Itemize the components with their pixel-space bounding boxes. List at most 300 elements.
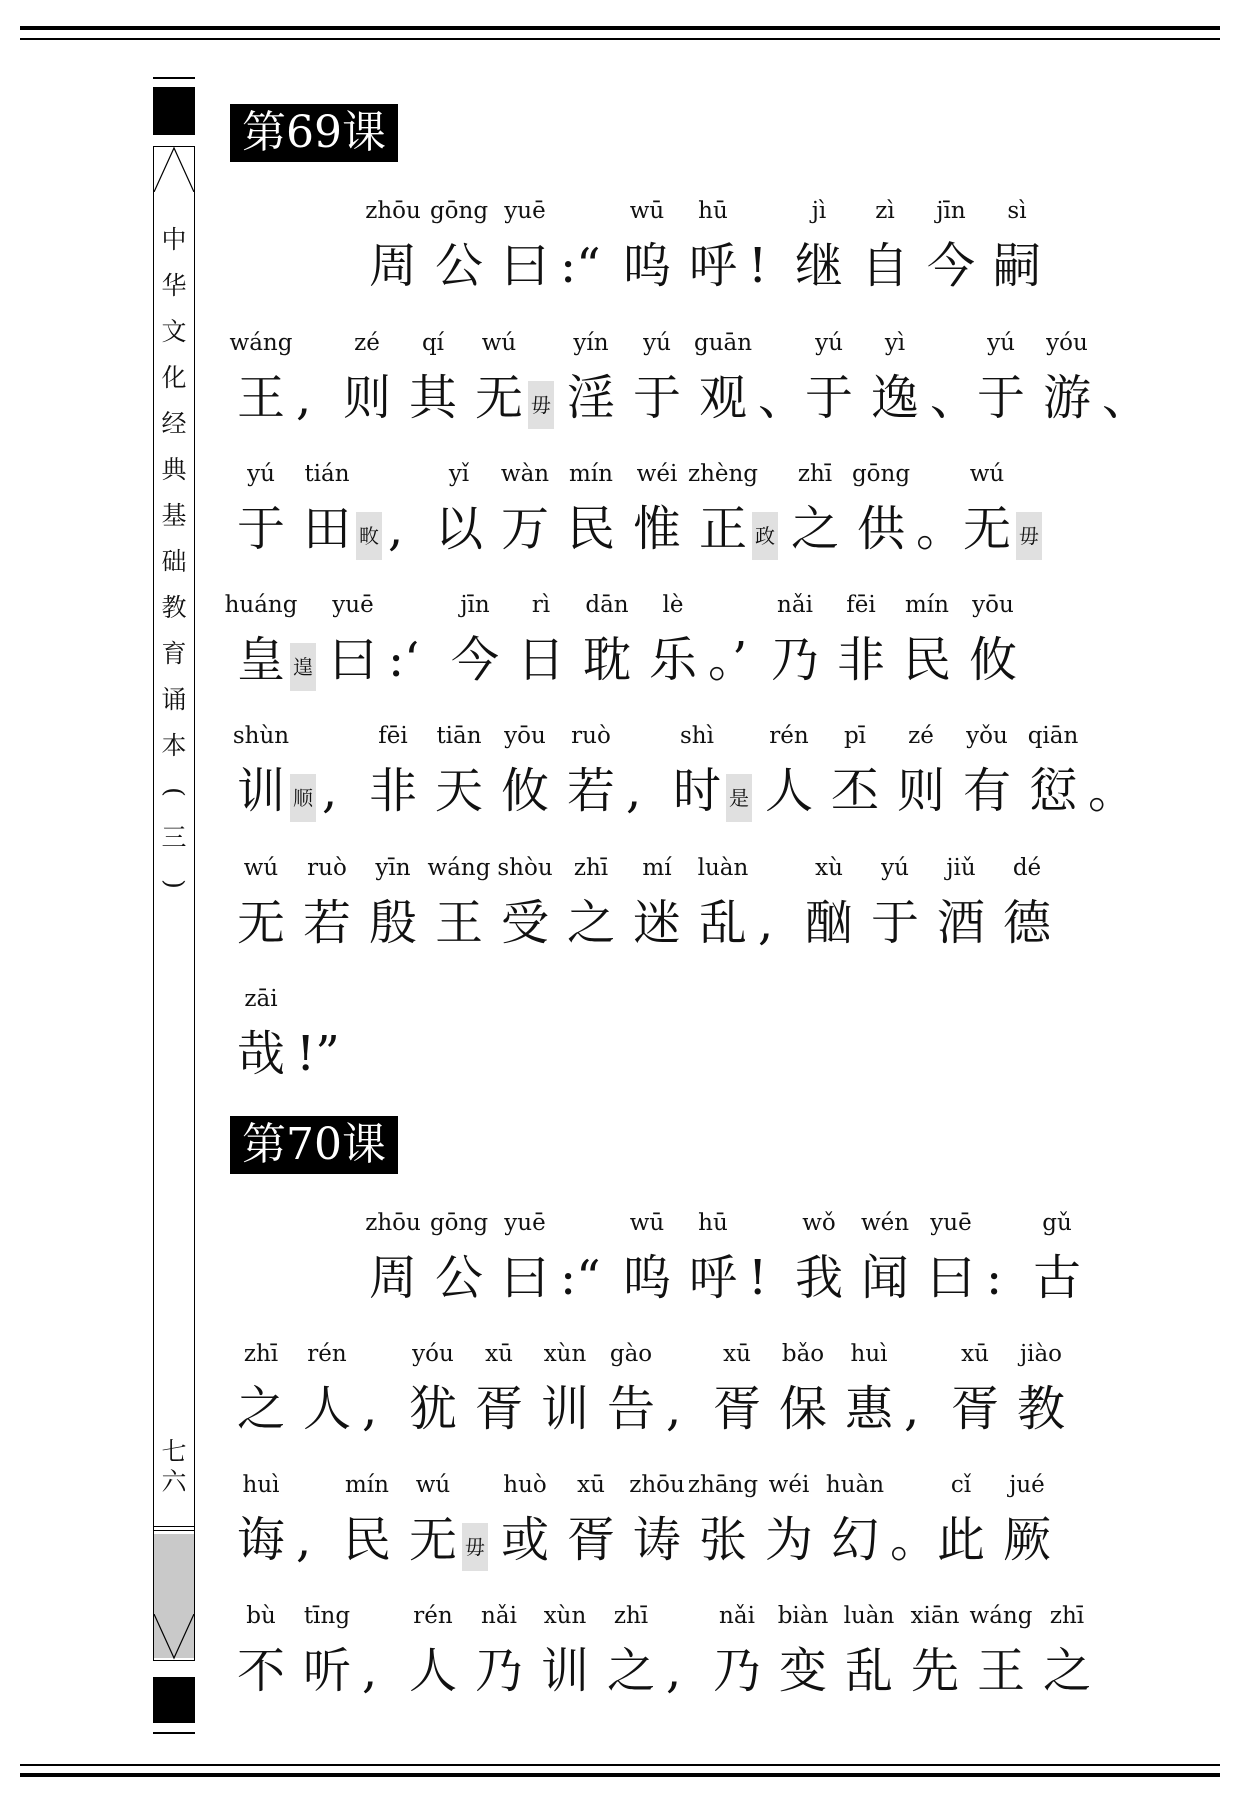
hanzi: 今	[926, 238, 975, 294]
hanzi: 淫	[566, 370, 615, 426]
hanzi: 观	[698, 370, 747, 426]
hanzi: 无	[962, 501, 1011, 557]
hanzi: 古	[1032, 1250, 1081, 1306]
text-line	[0, 1601, 1241, 1733]
hanzi: 。’	[708, 632, 748, 688]
hanzi: 乱	[844, 1643, 893, 1699]
hanzi: !	[748, 1250, 768, 1306]
pinyin: zhāng	[687, 1472, 759, 1498]
pinyin: gōng	[851, 461, 911, 487]
pinyin: huàn	[825, 1472, 885, 1498]
hanzi: 诲	[236, 1512, 285, 1568]
pinyin: wú	[415, 1472, 451, 1498]
hanzi: 保	[778, 1381, 827, 1437]
pinyin: xū	[577, 1472, 605, 1498]
character-cell	[494, 1208, 556, 1340]
book-title-char: 化	[161, 363, 187, 392]
pinyin: nǎi	[719, 1603, 755, 1629]
pinyin: xùn	[543, 1603, 587, 1629]
hanzi: 民	[342, 1512, 391, 1568]
pinyin: jiǔ	[946, 855, 976, 881]
pinyin: yú	[987, 330, 1015, 356]
hanzi: 告	[606, 1381, 655, 1437]
book-title-char: )	[160, 879, 189, 889]
hanzi: 逸	[870, 370, 919, 426]
character-cell	[920, 1208, 982, 1340]
pinyin: yú	[643, 330, 671, 356]
hanzi: 公	[434, 1250, 483, 1306]
hanzi: 无	[474, 370, 523, 426]
hanzi: ,	[362, 1643, 378, 1699]
pinyin: wáng	[229, 330, 293, 356]
pinyin: sì	[1007, 198, 1027, 224]
character-cell	[230, 721, 318, 853]
hanzi: 攸	[968, 632, 1017, 688]
hanzi: 幻	[830, 1512, 879, 1568]
hanzi: 训	[540, 1381, 589, 1437]
hanzi: 乐	[648, 632, 697, 688]
hanzi: 之	[606, 1643, 655, 1699]
pinyin: xiān	[910, 1603, 960, 1629]
pinyin: rén	[413, 1603, 453, 1629]
top-rule-thick	[20, 26, 1220, 30]
hanzi: !”	[296, 1026, 340, 1082]
pinyin: lè	[662, 592, 684, 618]
pinyin: jì	[811, 198, 827, 224]
hanzi: ,	[666, 1643, 682, 1699]
hanzi: 则	[342, 370, 391, 426]
book-title-char: 育	[161, 639, 187, 668]
hanzi: 之	[236, 1381, 285, 1437]
hanzi: 迷	[632, 895, 681, 951]
hanzi: 之	[1042, 1643, 1091, 1699]
pinyin: yín	[573, 330, 609, 356]
pinyin: tiān	[436, 723, 482, 749]
hanzi: ,	[666, 1381, 682, 1437]
hanzi: 日	[516, 632, 565, 688]
hanzi: 非	[836, 632, 885, 688]
pinyin: zhōu	[365, 198, 421, 224]
hanzi: 之	[566, 895, 615, 951]
hanzi: 王	[236, 370, 285, 426]
pinyin: yuē	[504, 198, 546, 224]
pinyin: yú	[881, 855, 909, 881]
book-title-char: 文	[161, 317, 187, 346]
character-cell	[962, 590, 1024, 722]
hanzi: 游	[1042, 370, 1091, 426]
character-cell	[296, 1339, 358, 1471]
hanzi: 乃	[770, 632, 819, 688]
pinyin: wǒ	[802, 1210, 836, 1236]
pinyin: zhī	[243, 1341, 279, 1367]
pinyin: wéi	[768, 1472, 810, 1498]
book-title-char: 华	[161, 271, 187, 300]
hanzi: 、	[1102, 370, 1151, 426]
pinyin: hū	[698, 1210, 728, 1236]
hanzi: 万	[500, 501, 549, 557]
pinyin: huò	[503, 1472, 547, 1498]
text-line	[0, 328, 1241, 460]
sidebar-top-line	[153, 77, 195, 79]
hanzi: 愆	[1028, 763, 1077, 819]
pinyin: yǒu	[966, 723, 1008, 749]
hanzi: 张	[698, 1512, 747, 1568]
hanzi: 厥	[1002, 1512, 1051, 1568]
pinyin: mín	[905, 592, 949, 618]
book-title-char: 本	[161, 731, 187, 760]
hanzi: 周	[368, 238, 417, 294]
pinyin: yuē	[930, 1210, 972, 1236]
variant-character-note: 毋	[1016, 512, 1042, 560]
hanzi: ,	[296, 370, 312, 426]
book-title-char: 教	[161, 593, 187, 622]
pinyin: ruò	[307, 855, 347, 881]
hanzi: :“	[560, 1250, 601, 1306]
character-cell	[824, 1470, 886, 1602]
hanzi: 嗣	[992, 238, 1041, 294]
hanzi: 无	[408, 1512, 457, 1568]
pinyin: wú	[969, 461, 1005, 487]
pinyin: zhī	[1049, 1603, 1085, 1629]
hanzi: 呜	[622, 1250, 671, 1306]
character-cell	[230, 984, 292, 1116]
text-line	[0, 196, 1241, 328]
character-cell	[560, 721, 622, 853]
pinyin: yuē	[504, 1210, 546, 1236]
hanzi: ,	[322, 763, 338, 819]
pinyin: gōng	[429, 198, 489, 224]
pinyin: nǎi	[777, 592, 813, 618]
text-line	[0, 459, 1241, 591]
hanzi: 酒	[936, 895, 985, 951]
book-title-char: 础	[161, 547, 187, 576]
pinyin: ruò	[571, 723, 611, 749]
hanzi: ,	[362, 1381, 378, 1437]
character-cell	[682, 1208, 744, 1340]
hanzi: 听	[302, 1643, 351, 1699]
hanzi: 民	[902, 632, 951, 688]
hanzi: 曰	[328, 632, 377, 688]
pinyin: wú	[243, 855, 279, 881]
pinyin: xū	[961, 1341, 989, 1367]
pinyin: yóu	[1046, 330, 1088, 356]
hanzi: 受	[500, 895, 549, 951]
pinyin: xū	[485, 1341, 513, 1367]
pinyin: zhèng	[687, 461, 759, 487]
hanzi: 天	[434, 763, 483, 819]
pinyin: mín	[345, 1472, 389, 1498]
text-line	[0, 1470, 1241, 1602]
pinyin: zhōu	[365, 1210, 421, 1236]
pinyin: wén	[860, 1210, 910, 1236]
hanzi: 则	[896, 763, 945, 819]
hanzi: 诪	[632, 1512, 681, 1568]
punctuation	[1102, 328, 1151, 460]
hanzi: 哉	[236, 1026, 285, 1082]
pinyin: fēi	[846, 592, 876, 618]
pinyin: bǎo	[781, 1341, 825, 1367]
pinyin: bù	[246, 1603, 276, 1629]
character-cell	[1026, 1208, 1088, 1340]
hanzi: 为	[764, 1512, 813, 1568]
pinyin: jiào	[1019, 1341, 1063, 1367]
pinyin: yōu	[972, 592, 1014, 618]
pinyin: wàn	[500, 461, 550, 487]
text-line	[0, 853, 1241, 985]
variant-character-note: 政	[752, 512, 778, 560]
sidebar-top-block	[153, 87, 195, 135]
character-cell	[322, 590, 384, 722]
hanzi: 、	[758, 370, 807, 426]
pinyin: zé	[354, 330, 380, 356]
pinyin: wū	[629, 1210, 665, 1236]
pinyin: biàn	[777, 1603, 829, 1629]
hanzi: 人	[302, 1381, 351, 1437]
hanzi: 其	[408, 370, 457, 426]
hanzi: 公	[434, 238, 483, 294]
hanzi: ,	[626, 763, 642, 819]
hanzi: 我	[794, 1250, 843, 1306]
hanzi: 供	[856, 501, 905, 557]
pinyin: tián	[304, 461, 350, 487]
hanzi: :	[986, 1250, 1003, 1306]
character-cell	[230, 1470, 292, 1602]
character-cell	[838, 1339, 900, 1471]
hanzi: 自	[860, 238, 909, 294]
hanzi: 或	[500, 1512, 549, 1568]
pinyin: mín	[569, 461, 613, 487]
hanzi: ,	[388, 501, 404, 557]
hanzi: 于	[632, 370, 681, 426]
pinyin: shòu	[497, 855, 553, 881]
hanzi: 乃	[712, 1643, 761, 1699]
character-cell	[996, 853, 1058, 985]
character-cell	[296, 1601, 358, 1733]
hanzi: 。	[890, 1512, 939, 1568]
pinyin: yú	[815, 330, 843, 356]
bottom-rule-thick	[20, 1773, 1220, 1777]
hanzi: 胥	[950, 1381, 999, 1437]
pinyin: qí	[421, 330, 445, 356]
lesson-70-heading: 第70课	[230, 1116, 398, 1174]
hanzi: 无	[236, 895, 285, 951]
character-cell	[692, 328, 754, 460]
text-line	[0, 590, 1241, 722]
text-line	[0, 721, 1241, 853]
hanzi: 若	[566, 763, 615, 819]
hanzi: 以	[434, 501, 483, 557]
character-cell	[956, 459, 1044, 591]
hanzi: 先	[910, 1643, 959, 1699]
hanzi: 人	[408, 1643, 457, 1699]
character-cell	[850, 459, 912, 591]
hanzi: 乃	[474, 1643, 523, 1699]
hanzi: 此	[936, 1512, 985, 1568]
lesson-69-heading: 第69课	[230, 104, 398, 162]
character-cell	[1022, 721, 1084, 853]
hanzi: 丕	[830, 763, 879, 819]
pinyin: luàn	[697, 855, 749, 881]
pinyin: shùn	[232, 723, 290, 749]
pinyin: fēi	[378, 723, 408, 749]
hanzi: 惟	[632, 501, 681, 557]
hanzi: 呼	[688, 1250, 737, 1306]
pinyin: xùn	[543, 1341, 587, 1367]
hanzi: :‘	[388, 632, 420, 688]
pinyin: wū	[629, 198, 665, 224]
hanzi: 胥	[474, 1381, 523, 1437]
hanzi: 不	[236, 1643, 285, 1699]
pinyin: yǐ	[448, 461, 470, 487]
pinyin: wú	[481, 330, 517, 356]
pinyin: zāi	[244, 986, 278, 1012]
hanzi: 犹	[408, 1381, 457, 1437]
variant-character-note: 畋	[356, 512, 382, 560]
hanzi: 殷	[368, 895, 417, 951]
hanzi: 胥	[712, 1381, 761, 1437]
hanzi: 正	[698, 501, 747, 557]
pinyin: zé	[908, 723, 934, 749]
hanzi: 攸	[500, 763, 549, 819]
pinyin: jīn	[936, 198, 966, 224]
punctuation	[296, 984, 350, 1116]
pinyin: rén	[307, 1341, 347, 1367]
pinyin: nǎi	[481, 1603, 517, 1629]
sidebar-top-arrow-icon	[153, 146, 195, 192]
pinyin: mí	[642, 855, 672, 881]
character-cell	[864, 328, 926, 460]
book-title-char: 基	[161, 501, 187, 530]
book-title-char: 经	[161, 409, 187, 438]
character-cell	[1010, 1339, 1072, 1471]
variant-character-note: 毋	[462, 1523, 488, 1571]
book-title-char: 三	[161, 823, 187, 852]
character-cell	[692, 853, 754, 985]
character-cell	[600, 1601, 662, 1733]
pinyin: zhōu	[629, 1472, 685, 1498]
character-cell	[682, 196, 744, 328]
pinyin: qiān	[1027, 723, 1079, 749]
top-rule-thin	[20, 38, 1220, 40]
hanzi: 。	[916, 501, 965, 557]
book-title-char: 中	[161, 225, 187, 254]
pinyin: shì	[680, 723, 714, 749]
hanzi: 闻	[860, 1250, 909, 1306]
hanzi: ,	[758, 895, 774, 951]
hanzi: 于	[804, 370, 853, 426]
hanzi: 耽	[582, 632, 631, 688]
pinyin: huì	[242, 1472, 280, 1498]
hanzi: ,	[296, 1512, 312, 1568]
pinyin: zhī	[573, 855, 609, 881]
hanzi: 有	[962, 763, 1011, 819]
hanzi: 民	[566, 501, 615, 557]
pinyin: zhī	[613, 1603, 649, 1629]
hanzi: 之	[790, 501, 839, 557]
pinyin: gǔ	[1042, 1210, 1072, 1236]
hanzi: 今	[450, 632, 499, 688]
hanzi: 人	[764, 763, 813, 819]
pinyin: wáng	[969, 1603, 1033, 1629]
hanzi: :“	[560, 238, 601, 294]
hanzi: 曰	[500, 1250, 549, 1306]
character-cell	[642, 590, 704, 722]
pinyin: yì	[884, 330, 906, 356]
character-cell	[986, 196, 1048, 328]
pinyin: gōng	[429, 1210, 489, 1236]
pinyin: zhī	[797, 461, 833, 487]
pinyin: jué	[1009, 1472, 1045, 1498]
character-cell	[494, 196, 556, 328]
hanzi: 王	[976, 1643, 1025, 1699]
pinyin: pī	[843, 723, 867, 749]
book-title-char: (	[160, 787, 189, 797]
text-line	[0, 1208, 1241, 1340]
hanzi: !	[748, 238, 768, 294]
character-cell	[230, 328, 292, 460]
variant-character-note: 遑	[290, 643, 316, 691]
pinyin: hū	[698, 198, 728, 224]
hanzi: 周	[368, 1250, 417, 1306]
pinyin: dé	[1012, 855, 1042, 881]
hanzi: 田	[302, 501, 351, 557]
hanzi: 变	[778, 1643, 827, 1699]
pinyin: huáng	[224, 592, 298, 618]
hanzi: 曰	[500, 238, 549, 294]
bottom-rule-thin	[20, 1764, 1220, 1766]
pinyin: yīn	[375, 855, 411, 881]
pinyin: huì	[850, 1341, 888, 1367]
pinyin: rì	[531, 592, 551, 618]
variant-character-note: 是	[726, 774, 752, 822]
variant-character-note: 毋	[528, 381, 554, 429]
pinyin: xù	[815, 855, 843, 881]
hanzi: 于	[236, 501, 285, 557]
pinyin: gào	[609, 1341, 653, 1367]
character-cell	[996, 1470, 1058, 1602]
pinyin: yú	[247, 461, 275, 487]
page-number-char: 六	[161, 1467, 187, 1496]
character-cell	[296, 459, 384, 591]
text-line	[0, 1339, 1241, 1471]
hanzi: ,	[904, 1381, 920, 1437]
hanzi: 曰	[926, 1250, 975, 1306]
variant-character-note: 顺	[290, 774, 316, 822]
pinyin: zì	[875, 198, 895, 224]
pinyin: tīng	[303, 1603, 351, 1629]
pinyin: yóu	[412, 1341, 454, 1367]
hanzi: 皇	[236, 632, 285, 688]
hanzi: 酗	[804, 895, 853, 951]
hanzi: 时	[672, 763, 721, 819]
pinyin: cǐ	[950, 1472, 972, 1498]
pinyin: luàn	[843, 1603, 895, 1629]
hanzi: 乱	[698, 895, 747, 951]
hanzi: 德	[1002, 895, 1051, 951]
hanzi: 王	[434, 895, 483, 951]
pinyin: dān	[585, 592, 629, 618]
character-cell	[600, 1339, 662, 1471]
pinyin: rén	[769, 723, 809, 749]
page-number-char: 七	[161, 1437, 187, 1466]
hanzi: 训	[540, 1643, 589, 1699]
pinyin: yuē	[332, 592, 374, 618]
hanzi: 呼	[688, 238, 737, 294]
pinyin: guān	[693, 330, 753, 356]
hanzi: 训	[236, 763, 285, 819]
hanzi: 教	[1016, 1381, 1065, 1437]
hanzi: 若	[302, 895, 351, 951]
